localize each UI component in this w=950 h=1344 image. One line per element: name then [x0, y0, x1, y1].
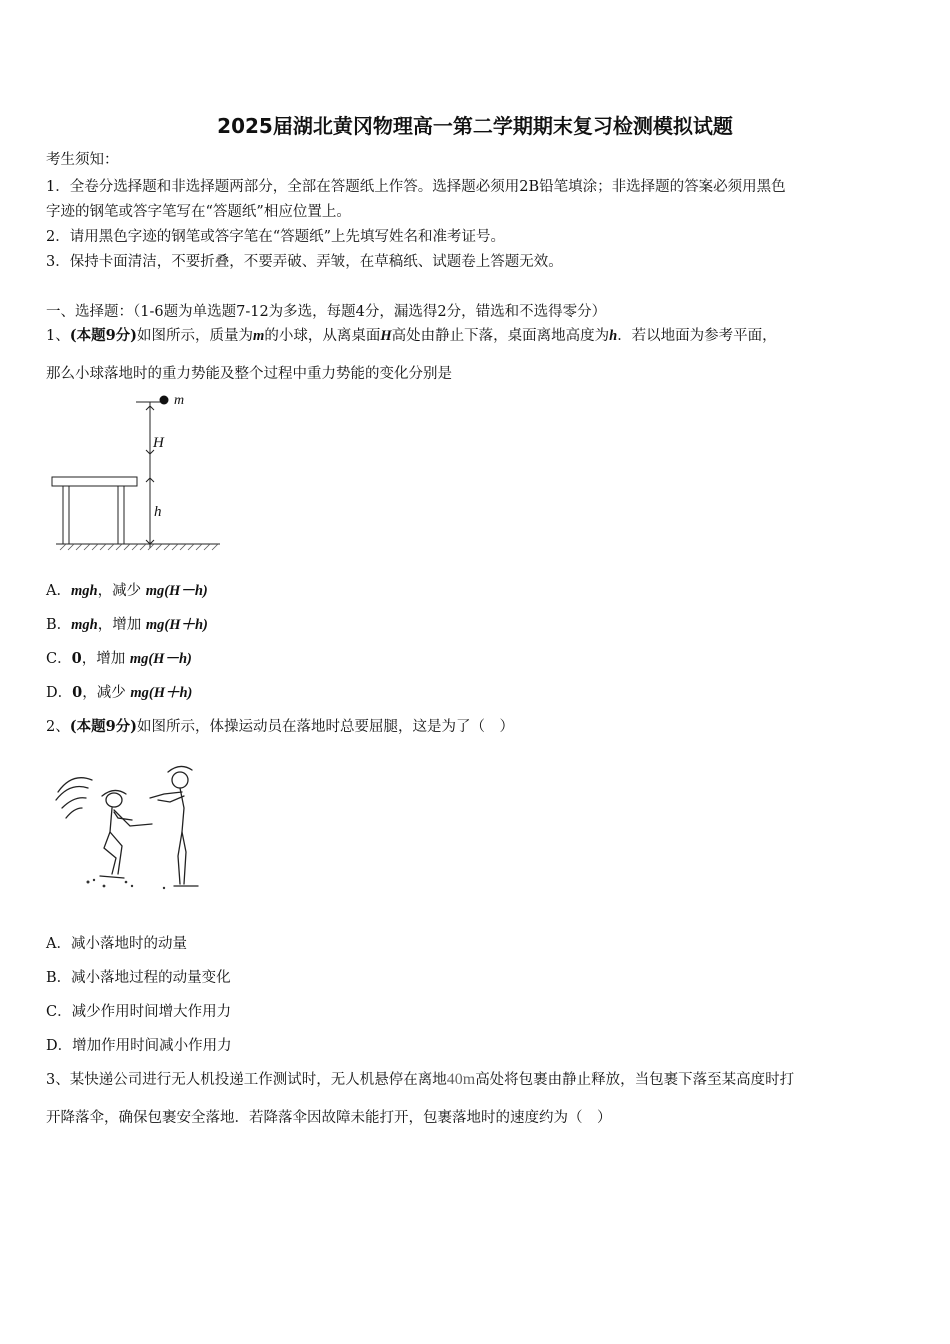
question-1-line-1 — [46, 327, 777, 345]
option-text: 增加作用时间减小作用力 — [72, 1038, 232, 1054]
figure-ball-table — [50, 390, 230, 552]
question-3-number: 3、 — [46, 1072, 70, 1088]
ball — [160, 396, 169, 405]
figure-gymnast — [52, 762, 212, 892]
var-m: m — [253, 328, 265, 344]
q1-option-d[interactable] — [46, 684, 192, 702]
question-1-number: 1、 — [46, 328, 70, 344]
question-2-tag: (本题9分) — [69, 718, 138, 735]
option-value-2: mg(H－h) — [129, 651, 192, 667]
option-text: 减小落地过程的动量变化 — [71, 970, 231, 986]
question-1-text-c: 高处由静止下落，桌面离地高度为 — [391, 328, 610, 344]
q2-option-c[interactable] — [46, 1003, 231, 1021]
option-value-1: mgh — [71, 617, 98, 633]
label-h: h — [154, 504, 162, 520]
option-label: D． — [46, 685, 73, 701]
page-title: 2025届湖北黄冈物理高一第二学期期末复习检测模拟试题 — [217, 114, 733, 138]
notice-item-2: 2．请用黑色字迹的钢笔或答字笔在“答题纸”上先填写姓名和准考证号。 — [46, 229, 506, 245]
q1-option-b[interactable] — [46, 616, 208, 634]
option-value-2: mg(H＋h) — [130, 685, 193, 701]
q1-option-a[interactable] — [46, 582, 208, 600]
option-text: ，增加 — [81, 651, 130, 667]
option-label: C． — [46, 651, 72, 667]
height-value: 40m — [446, 1071, 476, 1088]
var-h: h — [609, 328, 618, 344]
option-label: D． — [46, 1038, 73, 1054]
var-H: H — [380, 328, 392, 344]
section-heading: 一、选择题：（1-6题为单选题7-12为多选，每题4分，漏选得2分，错选和不选得零分） — [46, 304, 607, 320]
option-text: 减小落地时的动量 — [70, 936, 187, 952]
question-1-tag: (本题9分) — [69, 327, 138, 344]
option-text: 减少作用时间增大作用力 — [71, 1004, 232, 1020]
label-H: H — [153, 435, 164, 451]
question-3-text-b: 高处将包裹由静止释放，当包裹下落至某高度时打 — [475, 1072, 795, 1088]
q2-option-b[interactable] — [46, 969, 231, 987]
option-label: B． — [46, 970, 72, 986]
q1-option-c[interactable] — [46, 650, 192, 668]
option-value-2: mg(H－h) — [145, 583, 208, 599]
question-3-line-2: 开降落伞，确保包裹安全落地．若降落伞因故障未能打开，包裹落地时的速度约为（ ） — [46, 1110, 612, 1126]
question-2-number: 2、 — [46, 719, 70, 735]
option-label: C． — [46, 1004, 72, 1020]
option-value-1: 0 — [72, 684, 83, 701]
option-text: ，减少 — [82, 685, 131, 701]
option-value-2: mg(H＋h) — [145, 617, 208, 633]
question-3-text-a: 某快递公司进行无人机投递工作测试时，无人机悬停在离地 — [69, 1072, 447, 1088]
question-2-line-1 — [46, 718, 514, 736]
option-value-1: mgh — [70, 583, 98, 599]
notice-heading: 考生须知： — [46, 152, 119, 168]
question-1-text-a: 如图所示，质量为 — [137, 328, 254, 344]
notice-item-1: 1．全卷分选择题和非选择题两部分，全部在答题纸上作答。选择题必须用2B铅笔填涂；非选择题的答案必须用黑色 — [46, 179, 786, 195]
option-text: ，减少 — [97, 583, 146, 599]
option-label: A． — [46, 583, 71, 599]
notice-item-1-cont: 字迹的钢笔或答字笔写在“答题纸”相应位置上。 — [46, 204, 351, 220]
option-label: B． — [46, 617, 72, 633]
notice-item-3: 3．保持卡面清洁，不要折叠，不要弄破、弄皱，在草稿纸、试题卷上答题无效。 — [46, 254, 563, 270]
question-2-text: 如图所示，体操运动员在落地时总要屈腿，这是为了（ ） — [137, 719, 515, 735]
question-1-line-2: 那么小球落地时的重力势能及整个过程中重力势能的变化分别是 — [46, 366, 452, 382]
option-value-1: 0 — [71, 650, 82, 667]
question-3-line-1 — [46, 1071, 794, 1089]
question-1-text-b: 的小球，从离桌面 — [264, 328, 381, 344]
question-1-text-d: ．若以地面为参考平面， — [617, 328, 777, 344]
label-m: m — [174, 393, 185, 408]
q2-option-a[interactable] — [46, 935, 187, 953]
option-text: ，增加 — [97, 617, 146, 633]
option-label: A． — [46, 936, 71, 952]
q2-option-d[interactable] — [46, 1037, 232, 1055]
